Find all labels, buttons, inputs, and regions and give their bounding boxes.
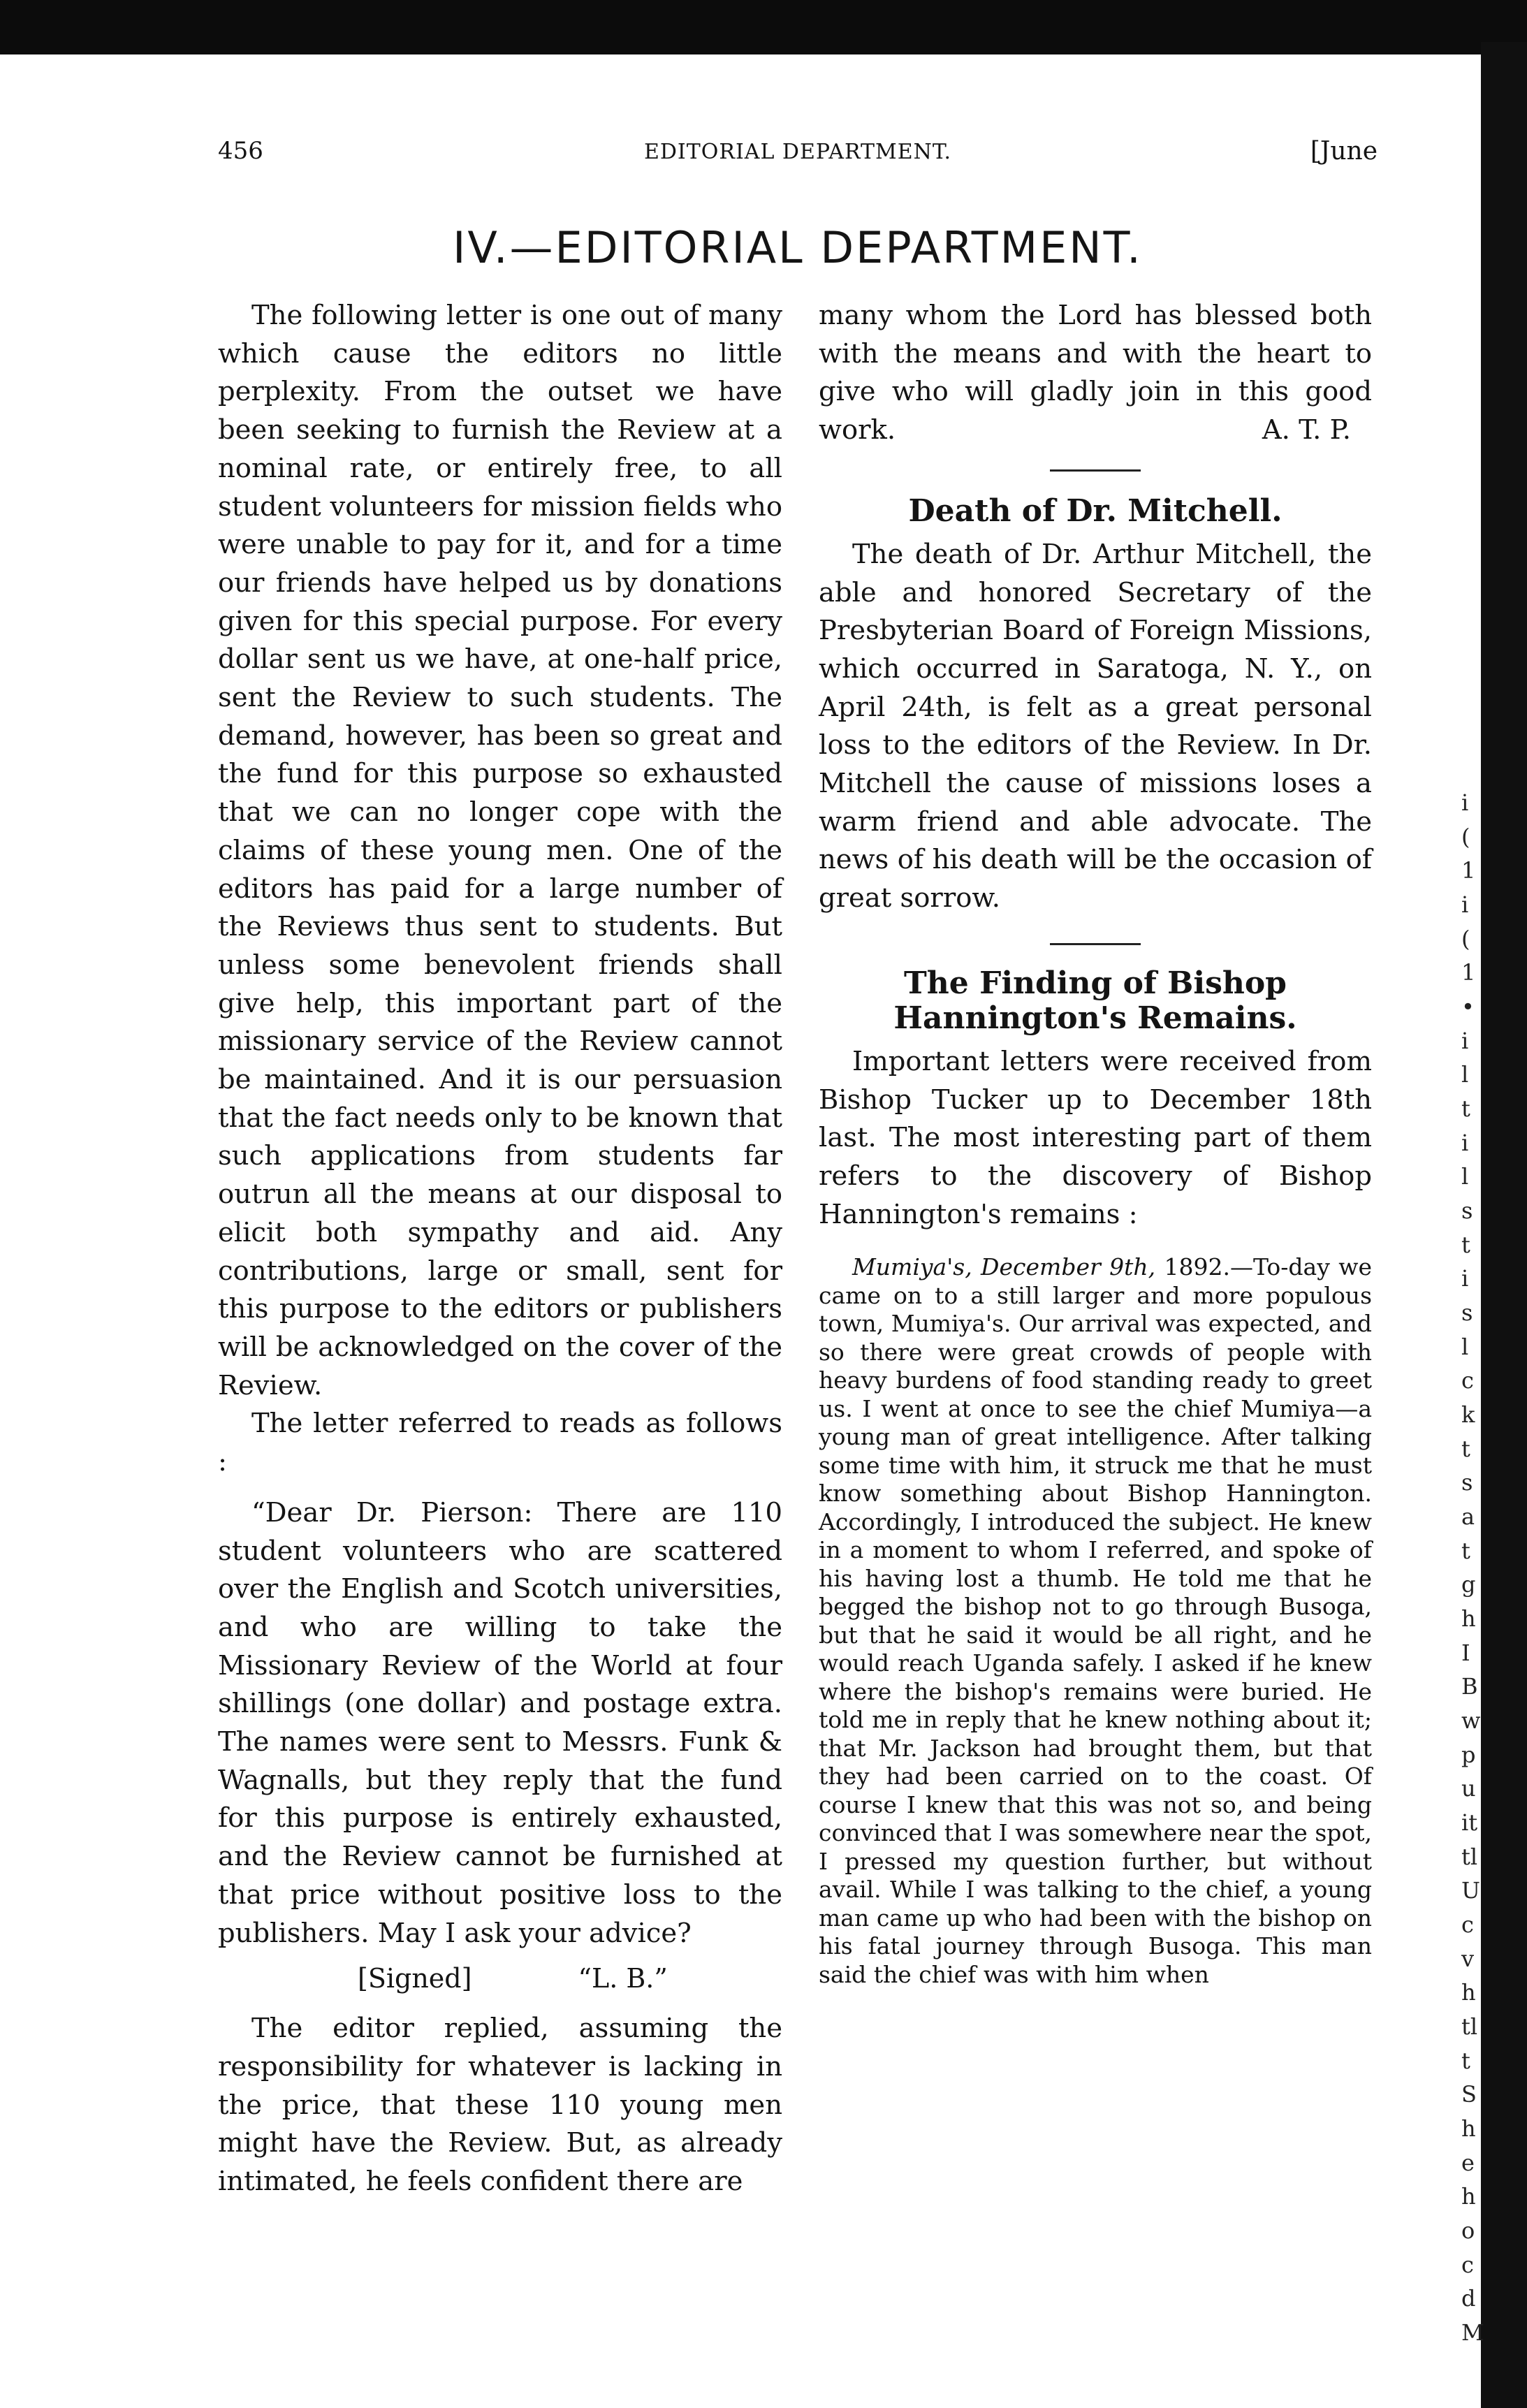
article-title: IV.—EDITORIAL DEPARTMENT.	[453, 222, 1143, 273]
margin-fragment: h	[1461, 1605, 1476, 1632]
intro-paragraph: The following letter is one out of many which cause the editors no little perplexity. From the outset we have been seeking to furnish the Review at a nominal rate, or entirely free, to all student volunteers for mission fields who were unable to pay for it, and for a time our friends have helped us by donations given for this special purpose. For every dollar sent us we have, at one-half price, sent the Review to such students. The demand, however, has been so great and the fund for this purpose so exhausted that we can no longer cope with the claims of these young men. One of the editors has paid for a large number of the Reviews thus sent to students. But unless some benevolent friends shall give help, this important part of the missionary service of the Review cannot be maintained. And it is our persuasion that the fact needs only to be known that such applications from students far outrun all the means at our disposal to elicit both sympathy and aid. Any contributions, large or small, sent for this purpose to the editors or publishers will be acknowledged on the cover of the Review.	[218, 300, 782, 1401]
finding-heading: The Finding of Bishop Hannington's Remains.	[893, 965, 1297, 1036]
margin-fragment: t	[1461, 1538, 1470, 1564]
letter-paragraph: “Dear Dr. Pierson: There are 110 student volunteers who are scattered over the English and Scotch universities, and who are willing to take the Missionary Review of the World at four shillings (one dollar) and postage extra. The names were sent to Messrs. Funk & Wagnalls, but they reply that the fund for this purpose is entirely exhausted, and the Review cannot be furnished at that price without positive loss to the publishers. May I ask your advice?	[218, 1496, 782, 1949]
margin-fragment: t	[1461, 1232, 1470, 1258]
margin-fragment: i	[1461, 1130, 1469, 1156]
margin-fragment: tl	[1461, 1844, 1478, 1870]
margin-fragment: s	[1461, 1469, 1473, 1496]
margin-fragment: t	[1461, 2048, 1470, 2074]
margin-fragment: 1	[1461, 857, 1476, 884]
margin-fragment: i	[1461, 1028, 1469, 1054]
margin-fragment: o	[1461, 2217, 1475, 2244]
finding-paragraph: Important letters were received from Bishop Tucker up to December 18th last. The most interesting part of them refers to the discovery of Bishop Hannington's remains :	[819, 1045, 1372, 1230]
margin-fragment: c	[1461, 1911, 1474, 1938]
signer-initials: “L. B.”	[578, 1963, 668, 1994]
author-initials: A. T. P.	[1262, 414, 1351, 446]
margin-fragment: t	[1461, 1436, 1470, 1462]
section-divider	[1050, 469, 1141, 472]
margin-fragment: k	[1461, 1401, 1475, 1428]
margin-fragment: d	[1461, 2285, 1476, 2312]
continued-paragraph: many whom the Lord has blessed both with the means and with the heart to give who will gladly join in this good work.	[819, 300, 1372, 446]
margin-fragment: t	[1461, 1095, 1470, 1122]
signed-label: [Signed]	[358, 1963, 472, 1994]
margin-fragment: i	[1461, 789, 1469, 816]
margin-fragment: u	[1461, 1775, 1476, 1802]
left-column	[218, 297, 782, 2201]
margin-fragment: i	[1461, 1265, 1469, 1292]
excerpt-body: 1892.—To-day we came on to a still larger and more populous town, Mumiya's. Our arrival was expected, and so there were great crowds of people with heavy burdens of food standing ready to greet us. I went at once to see the chief Mumiya—a young man of great intelligence. After talking some time with him, it struck me that he must know something about Bishop Hannington. Accordingly, I introduced the subject. He knew in a moment to whom I referred, and spoke of his having lost a thumb. He told me that he begged the bishop not to go through Busoga, but that he said it would be all right, and he would reach Uganda safely. I asked if he knew where the bishop's remains were buried. He told me in reply that he knew nothing about it; that Mr. Jackson had brought them, but that they had been carried on to the coast. Of course I knew that this was not so, and being convinced that I was somewhere near the spot, I pressed my question further, but without avail. While I was talking to the chief, a young man came up who had been with the bishop on his fatal journey through Busoga. This man said the chief was with him when	[819, 1253, 1373, 1988]
margin-fragment: 1	[1461, 959, 1476, 986]
margin-fragment: S	[1461, 2081, 1477, 2108]
death-heading: Death of Dr. Mitchell.	[908, 492, 1283, 529]
running-title: EDITORIAL DEPARTMENT.	[643, 140, 952, 164]
margin-fragment: a	[1461, 1503, 1475, 1530]
margin-fragment: h	[1461, 2115, 1476, 2142]
margin-fragment: l	[1461, 1061, 1469, 1088]
margin-fragment: s	[1461, 1197, 1473, 1224]
margin-fragment: w	[1461, 1707, 1481, 1734]
margin-fragment: it	[1461, 1809, 1478, 1836]
page-number: 456	[218, 137, 263, 165]
running-header	[218, 137, 1378, 179]
margin-fragment: c	[1461, 1367, 1474, 1394]
editor-reply-paragraph: The editor replied, assuming the responsibility for whatever is lacking in the price, that these 110 young men might have the Review. But, as already intimated, he feels confident there are	[218, 2013, 782, 2198]
margin-fragment: p	[1461, 1742, 1476, 1768]
margin-fragment: c	[1461, 2252, 1474, 2278]
death-paragraph: The death of Dr. Arthur Mitchell, the able and honored Secretary of the Presbyterian Board of Foreign Missions, which occurred in Saratoga, N. Y., on April 24th, is felt as a great personal loss to the editors of the Review. In Dr. Mitchell the cause of missions loses a warm friend and able advocate. The news of his death will be the occasion of great sorrow.	[819, 538, 1372, 914]
margin-fragment: I	[1461, 1640, 1470, 1666]
excerpt-dateline: Mumiya's, December 9th,	[852, 1253, 1156, 1281]
margin-fragment: U	[1461, 1877, 1480, 1904]
letter-excerpt	[819, 1253, 1372, 1989]
margin-fragment: l	[1461, 1334, 1469, 1360]
margin-fragment: h	[1461, 2183, 1476, 2210]
running-month: [June	[1310, 137, 1378, 166]
margin-fragment: h	[1461, 1979, 1476, 2006]
margin-fragment: •	[1461, 993, 1475, 1020]
letter-signature	[218, 1960, 782, 1997]
adjacent-page-fragments	[1461, 0, 1485, 2408]
margin-fragment: s	[1461, 1299, 1473, 1326]
margin-fragment: B	[1461, 1673, 1478, 1700]
margin-fragment: i	[1461, 891, 1469, 918]
letter-intro-paragraph: The letter referred to reads as follows :	[218, 1408, 782, 1478]
margin-fragment: M	[1461, 2319, 1484, 2346]
margin-fragment: l	[1461, 1163, 1469, 1190]
margin-fragment: v	[1461, 1946, 1475, 1972]
margin-fragment: g	[1461, 1571, 1476, 1598]
margin-fragment: (	[1461, 926, 1470, 952]
margin-fragment: tl	[1461, 2013, 1478, 2040]
margin-fragment: e	[1461, 2150, 1475, 2176]
section-divider	[1050, 943, 1141, 945]
right-column	[819, 297, 1372, 1989]
margin-fragment: (	[1461, 824, 1470, 850]
